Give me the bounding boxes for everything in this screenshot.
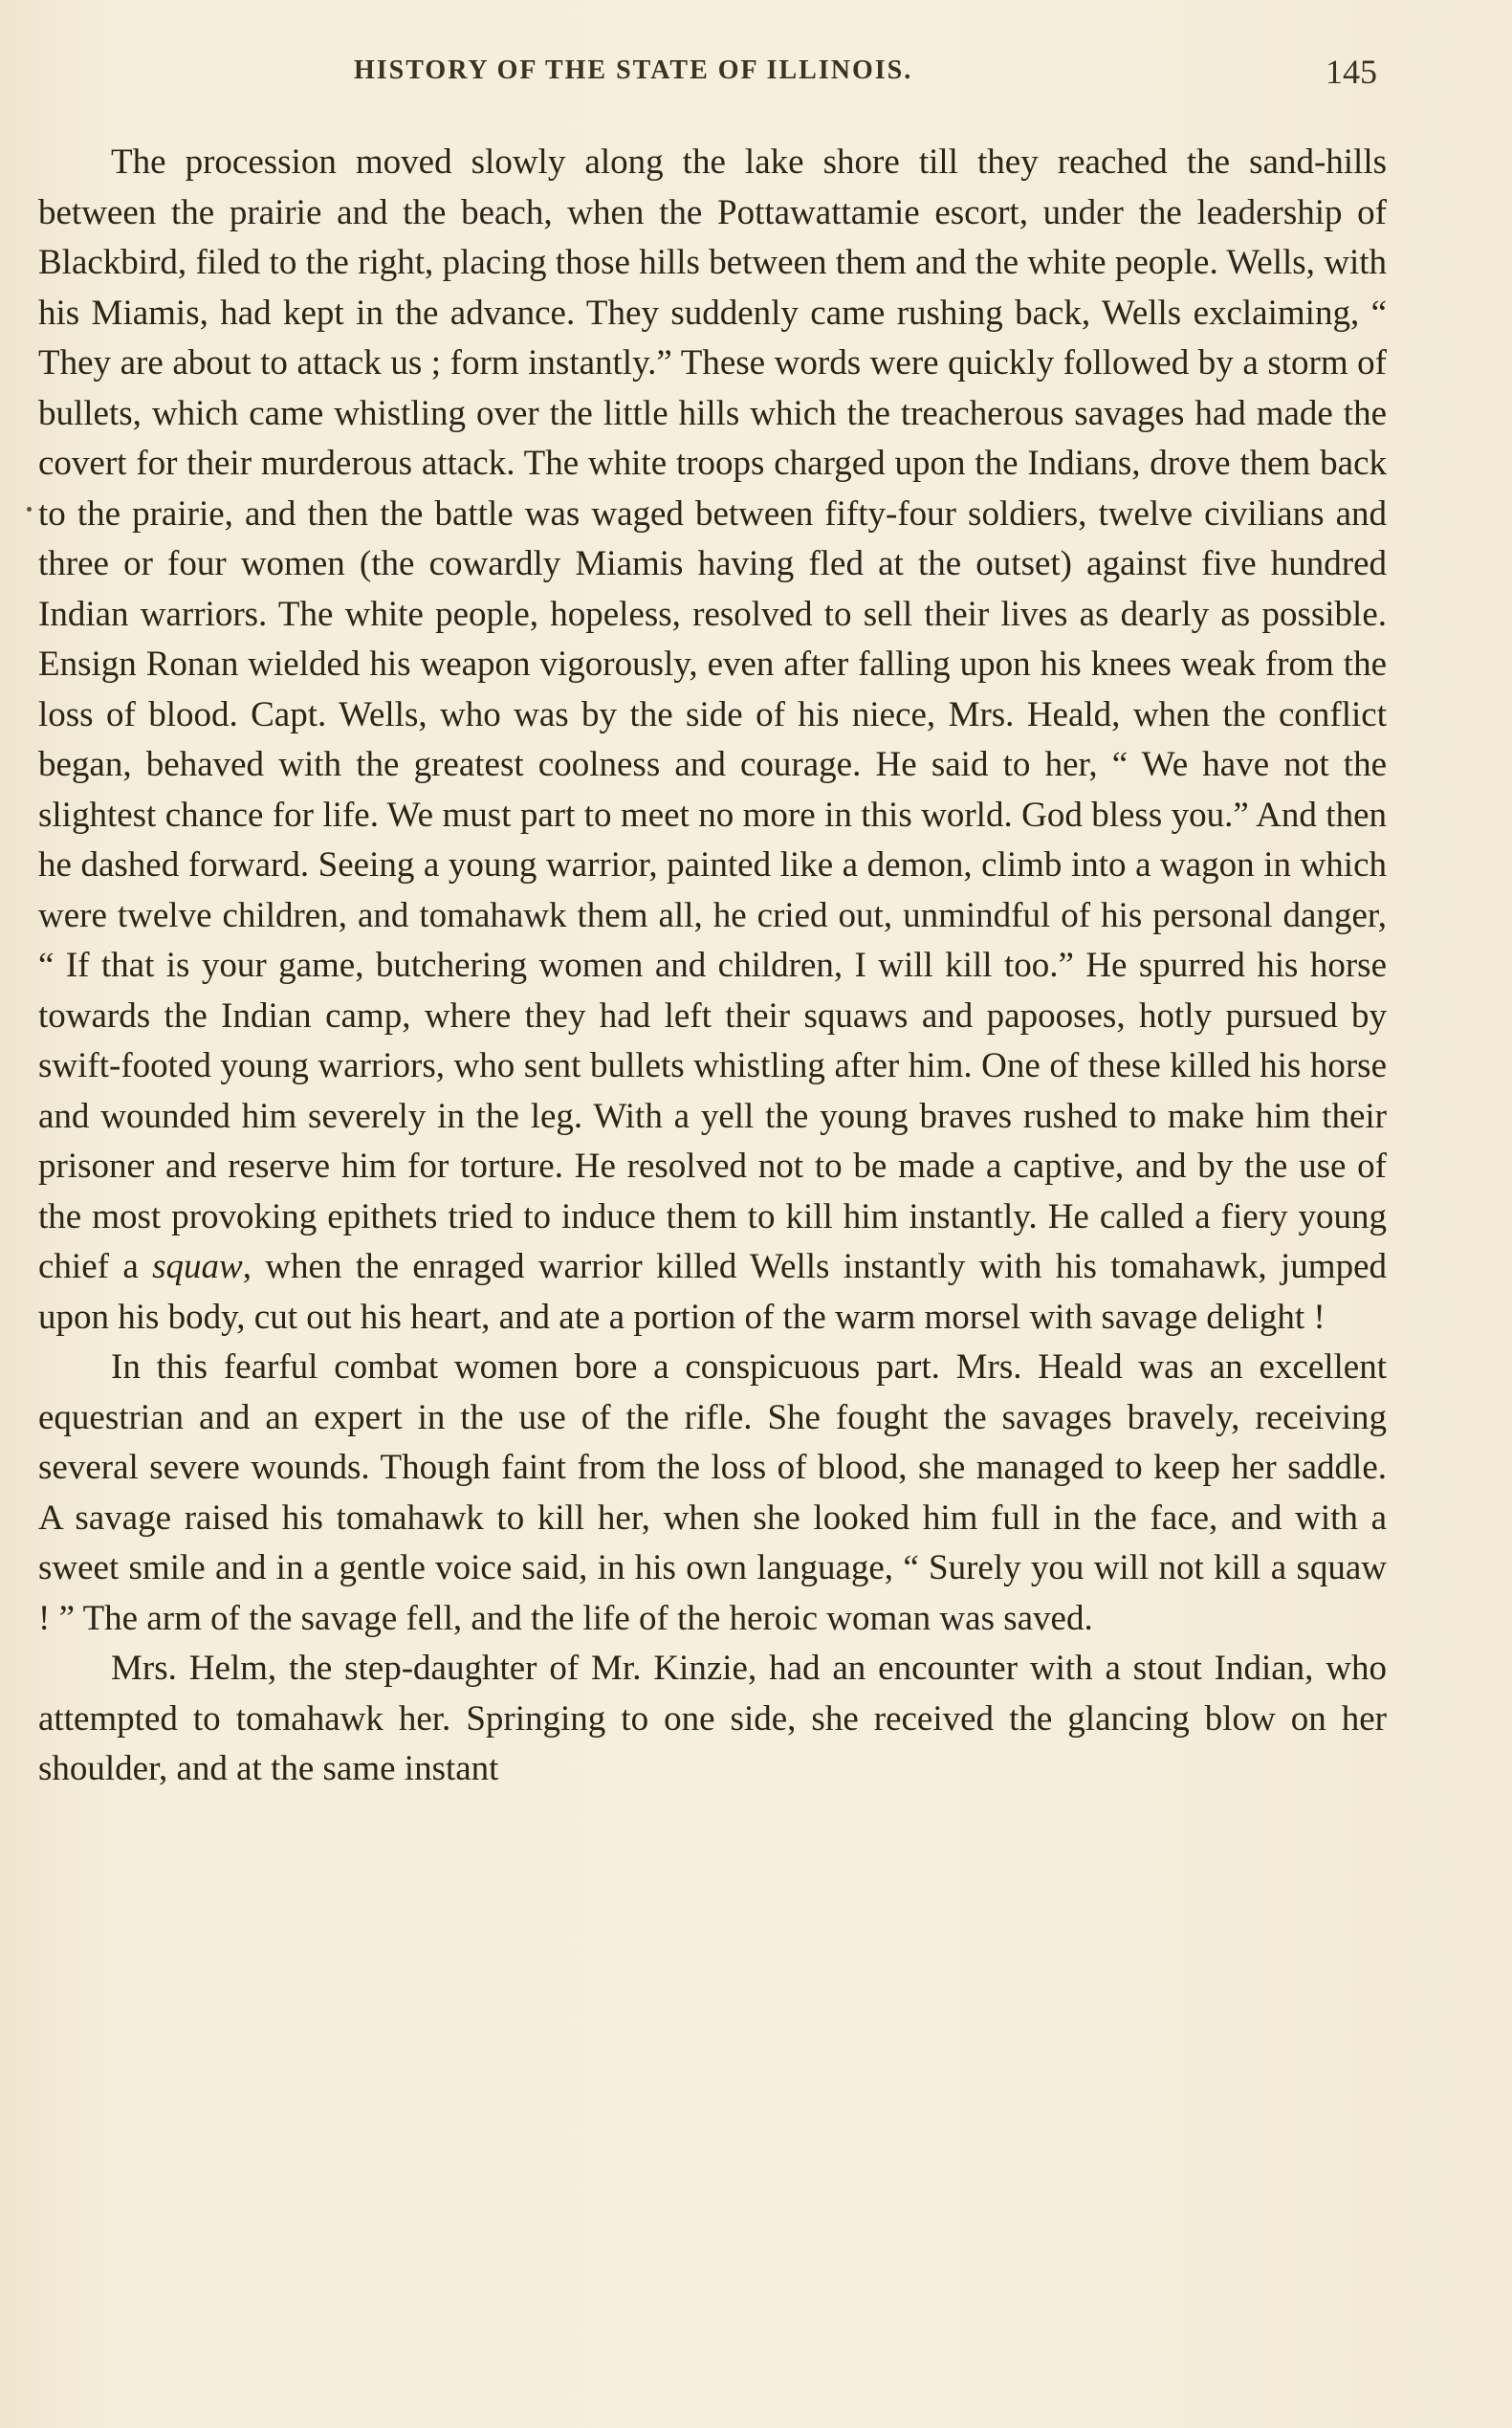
paragraph-3 xyxy=(38,1644,1387,1795)
page-number: 145 xyxy=(1326,53,1377,91)
paragraph-1-text-b: , when the enraged warrior killed Wells instantly with his tomahawk, jumped upon his body, cut out his heart, and ate a portion of the warm morsel with savage delight ! xyxy=(38,1247,1387,1337)
running-head xyxy=(38,55,1377,94)
paragraph-2-text: In this fearful combat women bore a conspicuous part. Mrs. Heald was an excellent equestrian and an expert in the use of the rifle. She fought the savages bravely, receiving several severe wounds. Though faint from the loss of blood, she managed to keep her saddle. A savage raised his tomahawk to kill her, when she looked him full in the face, and with a sweet smile and in a gentle voice said, in his own language, “ Surely you will not kill a squaw ! ” The arm of the savage fell, and the life of the heroic woman was saved. xyxy=(38,1347,1387,1638)
paragraph-1-italic-word: squaw xyxy=(152,1247,243,1286)
margin-mark xyxy=(27,507,32,512)
paragraph-1-text-a: The procession moved slowly along the lake shore till they reached the sand-hills between the prairie and the beach, when the Pottawattamie escort, under the leadership of Blackbird, filed to the right, placing those hills between them and the white people. Wells, with his Miamis, had kept in the advance. They suddenly came rushing back, Wells exclaiming, “ They are about to attack us ; form instantly.” These words were quickly followed by a storm of bullets, which came whistling over the little hills which the treacherous savages had made the covert for their murderous attack. The white troops charged upon the Indians, drove them back to the prairie, and then the battle was waged between fifty-four soldiers, twelve civilians and three or four women (the cowardly Miamis having fled at the outset) against five hundred Indian warriors. The white people, hopeless, resolved to sell their lives as dearly as possible. Ensign Ronan wielded his weapon vigorously, even after falling upon his knees weak from the loss of blood. Capt. Wells, who was by the side of his niece, Mrs. Heald, when the conflict began, behaved with the greatest coolness and courage. He said to her, “ We have not the slightest chance for life. We must part to meet no more in this world. God bless you.” And then he dashed forward. Seeing a young warrior, painted like a demon, climb into a wagon in which were twelve children, and tomahawk them all, he cried out, unmindful of his personal danger, “ If that is your game, butchering women and children, I will kill too.” He spurred his horse towards the Indian camp, where they had left their squaws and papooses, hotly pursued by swift-footed young warriors, who sent bullets whistling after him. One of these killed his horse and wounded him severely in the leg. With a yell the young braves rushed to make him their prisoner and reserve him for torture. He resolved not to be made a captive, and by the use of the most provoking epithets tried to induce them to kill him instantly. He called a fiery young chief a xyxy=(38,142,1387,1286)
paragraph-2 xyxy=(38,1343,1387,1644)
body-text xyxy=(38,138,1387,1795)
running-title: HISTORY OF THE STATE OF ILLINOIS. xyxy=(354,55,913,85)
paragraph-1 xyxy=(38,138,1387,1343)
paragraph-3-text: Mrs. Helm, the step-daughter of Mr. Kinzie, had an encounter with a stout Indian, who attempted to tomahawk her. Springing to one side, she received the glancing blow on her shoulder, and at the same instant xyxy=(38,1649,1387,1788)
